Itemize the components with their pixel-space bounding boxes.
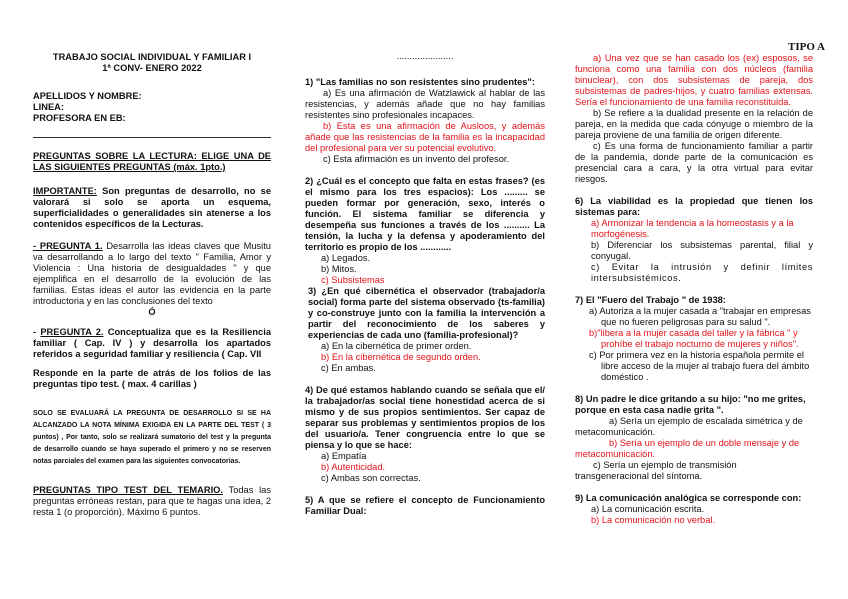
q6-option-c: c) Evitar la intrusión y definir límites intersubsistémicos. [591, 262, 813, 283]
q9-stem: 9) La comunicación analógica se corresponde con: [575, 493, 802, 503]
q2-option-c: c) Subsistemas [321, 275, 385, 285]
q6-option-a: a) Armonizar la tendencia a la homeostasis y a la morfogénesis. [591, 218, 794, 239]
q8-option-b: b) Sería un ejemplo de un doble mensaje y de metacomunicación. [575, 438, 800, 459]
question-2: - PREGUNTA 2. Conceptualiza que es la Resiliencia familiar ( Cap. IV ) y desarrolla los apartados referidos a seguridad familiar y resiliencia ( Cap. VII [33, 327, 271, 359]
q3-option-b: b) En la cibernética de segundo orden. [321, 352, 481, 362]
q3-option-c: c) En ambas. [321, 363, 376, 373]
q7-option-b: b)"libera a la mujer casada del taller y la fábrica " y prohíbe el trabajo nocturno de mujeres y niños". [589, 328, 799, 349]
column-middle [305, 0, 545, 517]
page-header: TIPO A [788, 41, 825, 53]
q9-option-a: a) La comunicación escrita. [591, 504, 705, 514]
q3-option-a: a) En la cibernética de primer orden. [321, 341, 472, 351]
q2-option-b: b) Mitos. [321, 264, 357, 274]
q7-option-a: a) Autoriza a la mujer casada a "trabajar en empresas que no fueren peligrosas para su salud ". [589, 306, 811, 327]
q7-stem: 7) El "Fuero del Trabajo " de 1938: [575, 295, 726, 305]
question-2-label: PREGUNTA 2. [40, 327, 104, 337]
column-left [33, 0, 271, 518]
important-note [33, 186, 271, 230]
q4-option-b: b) Autenticidad. [321, 462, 386, 472]
q5-option-b: b) Se refiere a la dualidad presente en la relación de pareja, en la medida que cada cónyuge o miembro de la pareja proviene de una familia de origen diferente. [575, 108, 813, 140]
q4-option-c: c) Ambas son correctas. [321, 473, 421, 483]
question-1-label: - PREGUNTA 1. [33, 241, 103, 251]
exam-subtitle: 1ª CONV- ENERO 2022 [102, 63, 202, 73]
q3-stem: 3) ¿En qué cibernética el observador (trabajador/a social) forma parte del sistema observado (ts-familia) y co-construye junto con la familia la intervención a partir del reconocimiento de los saberes y experiencias de cada uno (familia-profesional)? [308, 286, 545, 340]
q5-stem: 5) A que se refiere el concepto de Funcionamiento Familiar Dual: [305, 495, 545, 516]
field-name: APELLIDOS Y NOMBRE: [33, 91, 142, 101]
reading-questions-heading: PREGUNTAS SOBRE LA LECTURA: ELIGE UNA DE LAS SIGUIENTES PREGUNTAS (máx. 1pto.) [33, 151, 271, 172]
test-heading [33, 485, 271, 518]
test-text: Todas las preguntas erróneas restan, para que te hagas una idea, 2 resta 1 (o proporción). Máximo 6 puntos. [33, 485, 271, 517]
important-label: IMPORTANTE: [33, 186, 97, 196]
q7-option-c: c) Por primera vez en la historia española permite el libre acceso de la mujer al trabajo fuera del ámbito doméstico . [589, 350, 810, 382]
question-2-text: Conceptualiza que es la Resiliencia familiar ( Cap. IV ) y desarrolla los apartados referidos a seguridad familiar y resiliencia ( Cap. VII [33, 327, 271, 359]
field-line: LINEA: [33, 102, 64, 112]
evaluation-note: SOLO SE EVALUARÁ LA PREGUNTA DE DESARROLLO SI SE HA ALCANZADO LA NOTA MÍNIMA EXIGIDA EN LA PARTE DEL TEST ( 3 puntos) , Por tanto, solo se realizará sumatorio del test y la pregunta de desarrollo cuando se haya superado el primero y no se reserven notas parciales del examen para las siguientes convocatorias. [33, 410, 271, 465]
question-1-text: Desarrolla las ideas claves que Musitu va desarrollando a lo largo del texto " Familia, Amor y Violencia : Una historia de desigualdades " y que ejemplifica en el desarrollo de la evolución de las familias. Estas ideas el autor las evidencia en la parte introductoria y en las conclusiones del texto [33, 241, 271, 306]
dots-line: ...................... [396, 51, 454, 61]
respond-instruction: Responde en la parte de atrás de los folios de las preguntas tipo test. ( max. 4 carillas ) [33, 368, 271, 389]
q4-stem: 4) De qué estamos hablando cuando se señala que el/ la trabajador/as social tiene honestidad acerca de si mismo y de sus propios sentimientos. Ser capaz de separar sus problemas y sentimientos propios de los del usuario/a. Tener congruencia entre lo que se piensa y lo que se hace: [305, 385, 545, 450]
q8-option-a: a) Sería un ejemplo de escalada simétrica y de metacomunicación. [575, 416, 803, 437]
q2-option-a: a) Legados. [321, 253, 371, 263]
q6-stem: 6) La viabilidad es la propiedad que tienen los sistemas para: [575, 196, 813, 217]
q1-option-b: b) Esta es una afirmación de Ausloos, y además añade que las resistencias de la familia es la incapacidad del profesional para ver su potencial evolutivo. [305, 121, 545, 153]
question-1 [33, 241, 271, 307]
q5-option-a: a) Una vez que se han casado los (ex) esposos, se funciona como una familia con dos núcleos (familia binuclear), con dos subsistemas de pareja, dos subsistemas de padres-hijos, y cuatro familias extensas. Sería el funcionamiento de una familia reconstituida. [575, 53, 813, 107]
q1-option-c: c) Esta afirmación es un invento del profesor. [323, 154, 510, 164]
q8-stem: 8) Un padre le dice gritando a su hijo: "no me grites, porque en esta casa nadie grita ". [575, 394, 806, 415]
column-right [575, 0, 813, 526]
q1-stem: 1) "Las familias no son resistentes sino prudentes": [305, 77, 535, 87]
q6-option-b: b) Diferenciar los subsistemas parental, filial y conyugal. [591, 240, 813, 261]
divider [33, 137, 271, 138]
field-professor: PROFESORA EN EB: [33, 113, 126, 123]
or-mark: Ó [148, 307, 156, 317]
important-text: Son preguntas de desarrollo, no se valorará si solo se aporta un esquema, superficialidades o generalidades sin atenerse a los contenidos específicos de la Lecturas. [33, 186, 271, 229]
q4-option-a: a) Empatía [321, 451, 367, 461]
exam-title: TRABAJO SOCIAL INDIVIDUAL Y FAMILIAR I [52, 52, 252, 62]
q9-option-b: b) La comunicación no verbal. [591, 515, 716, 525]
q1-option-a: a) Es una afirmación de Watzlawick al hablar de las resistencias, y además añade que no hay familias resistentes sino profesionales incapaces. [305, 88, 545, 120]
q2-stem: 2) ¿Cuál es el concepto que falta en estas frases? (es el mismo para los tres espacios): Los ......... se pueden formar por generación, sexo, interés o función. El sistema familiar se diferencia y desempeña sus funciones a través de los .......... La tensión, la lucha y la defensa y apoderamiento del territorio es propio de los ............ [305, 176, 545, 252]
q5-option-c: c) Es una forma de funcionamiento familiar a partir de la pandemia, donde parte de la comunicación es presencial cara a cara, y la otra virtual para evitar riesgos. [575, 141, 813, 184]
test-label: PREGUNTAS TIPO TEST DEL TEMARIO. [33, 485, 223, 495]
q8-option-c: c) Sería un ejemplo de transmisión transgeneracional del síntoma. [575, 460, 737, 481]
